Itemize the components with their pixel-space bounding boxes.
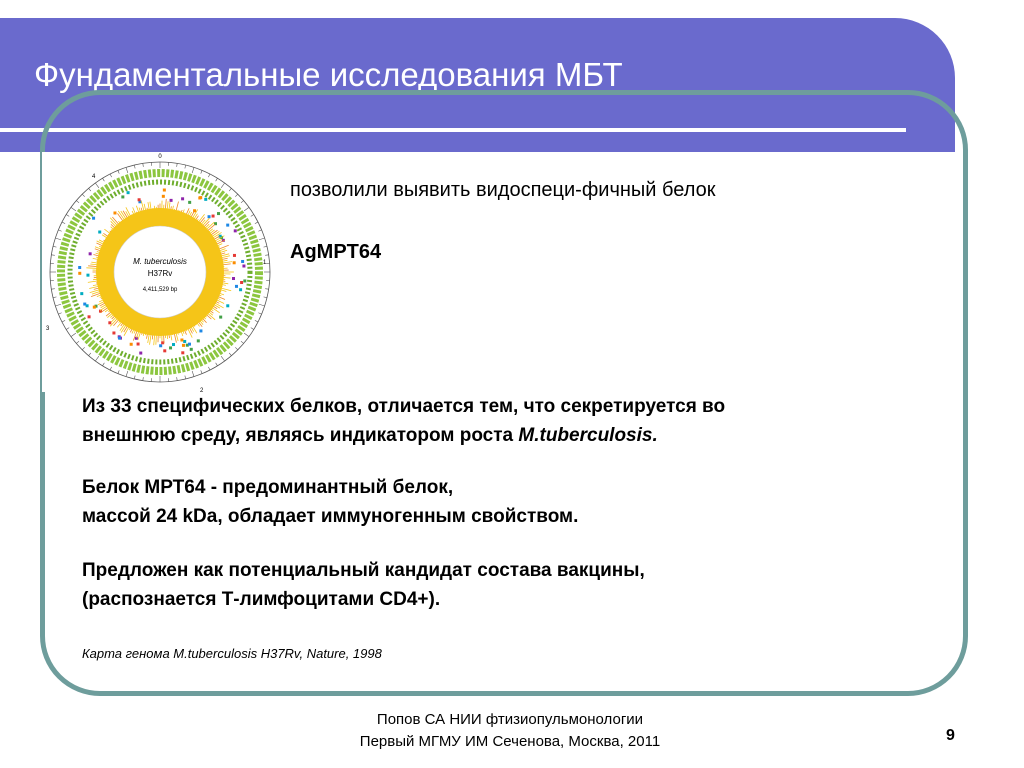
- genome-scale-tick: [66, 328, 69, 330]
- genome-scale-tick: [216, 363, 218, 366]
- genome-map-graphic: [42, 152, 280, 392]
- genome-feature-mark: [219, 316, 222, 319]
- genome-scale-tick: [118, 170, 119, 173]
- genome-scale-tick: [208, 367, 210, 370]
- genome-scale-tick: [185, 376, 186, 379]
- genome-feature-mark: [183, 340, 186, 343]
- paragraph-secretion-line2-text: внешнюю среду, являясь индикатором роста: [82, 425, 519, 446]
- genome-scale-tick: [53, 246, 56, 247]
- paragraph-protein-line2: массой 24 kDa, обладает иммуногенным свойством.: [82, 506, 579, 527]
- genome-feature-mark: [93, 306, 96, 309]
- genome-scale-tick: [264, 246, 267, 247]
- genome-feature-mark: [80, 292, 83, 295]
- genome-scale-tick: [258, 230, 261, 231]
- genome-feature-mark: [204, 198, 207, 201]
- genome-scale-tick: [82, 347, 84, 349]
- genome-scale-tick: [143, 163, 144, 166]
- genome-feature-mark: [182, 344, 185, 347]
- genome-tick-1: 1: [263, 260, 267, 266]
- genome-feature-mark: [193, 209, 196, 212]
- genome-feature-mark: [121, 195, 124, 198]
- genome-scale-tick: [76, 201, 79, 203]
- genome-scale-tick: [71, 207, 76, 211]
- genome-scale-tick: [143, 377, 144, 380]
- genome-scale-tick: [62, 222, 65, 224]
- genome-feature-mark: [241, 260, 244, 263]
- genome-feature-mark: [240, 281, 243, 284]
- genome-scale-tick: [126, 167, 128, 173]
- genome-scale-tick: [76, 341, 79, 343]
- genome-scale-tick: [258, 313, 261, 314]
- genome-scale-tick: [51, 255, 54, 256]
- genome-scale-tick: [192, 371, 194, 377]
- genome-scale-tick: [58, 230, 61, 231]
- genome-tick-3: 3: [46, 326, 50, 332]
- genome-scale-tick: [71, 333, 76, 337]
- genome-feature-mark: [162, 195, 165, 198]
- genome-feature-mark: [208, 215, 211, 218]
- genome-scale-tick: [82, 194, 84, 196]
- genome-feature-mark: [159, 344, 162, 347]
- genome-feature-mark: [83, 303, 86, 306]
- genome-feature-mark: [243, 279, 246, 282]
- genome-scale-tick: [216, 178, 218, 181]
- genome-scale-tick: [110, 367, 112, 370]
- genome-feature-mark: [188, 201, 191, 204]
- genome-scale-tick: [192, 167, 194, 173]
- genome-feature-mark: [137, 343, 140, 346]
- genome-scale-tick: [255, 320, 258, 322]
- genome-feature-mark: [139, 352, 142, 355]
- genome-scale-tick: [259, 304, 265, 306]
- genome-feature-mark: [98, 231, 101, 234]
- genome-scale-tick: [58, 313, 61, 314]
- genome-scale-tick: [244, 333, 249, 337]
- paragraph-secretion-line2: [82, 421, 725, 450]
- genome-feature-mark: [163, 189, 166, 192]
- genome-feature-mark: [163, 349, 166, 352]
- genome-scale-tick: [208, 174, 210, 177]
- genome-feature-mark: [78, 266, 81, 269]
- genome-tick-2: 2: [200, 388, 204, 392]
- genome-feature-mark: [78, 272, 81, 275]
- genome-scale-tick: [255, 222, 258, 224]
- genome-scale-tick: [265, 289, 268, 290]
- genome-feature-mark: [89, 252, 92, 255]
- paragraph-secretion: [82, 392, 725, 450]
- genome-scale-tick: [55, 238, 61, 240]
- genome-scale-tick: [66, 215, 69, 217]
- genome-feature-mark: [112, 331, 115, 334]
- genome-feature-mark: [232, 277, 235, 280]
- genome-feature-mark: [235, 285, 238, 288]
- genome-scale-tick: [244, 207, 249, 211]
- genome-scale-tick: [134, 165, 135, 168]
- genome-feature-mark: [172, 343, 175, 346]
- genome-scale-tick: [241, 341, 244, 343]
- genome-feature-mark: [190, 348, 193, 351]
- genome-scale-tick: [134, 376, 135, 379]
- genome-feature-mark: [113, 211, 116, 214]
- genome-scale-tick: [265, 255, 268, 256]
- genome-scale-tick: [235, 347, 237, 349]
- paragraph-vaccine: [82, 556, 645, 614]
- genome-scale-tick: [221, 356, 225, 361]
- genome-scale-tick: [51, 289, 54, 290]
- genome-scale-tick: [89, 353, 91, 356]
- genome-feature-mark: [239, 288, 242, 291]
- genome-feature-mark: [108, 321, 111, 324]
- genome-feature-mark: [212, 215, 215, 218]
- protein-name: AgMPT64: [290, 241, 382, 263]
- genome-feature-mark: [217, 212, 220, 215]
- genome-feature-mark: [169, 346, 172, 349]
- genome-scale-tick: [201, 370, 202, 373]
- genome-tick-0: 0: [158, 154, 162, 160]
- genome-scale-tick: [53, 297, 56, 298]
- genome-feature-mark: [234, 229, 237, 232]
- genome-feature-mark: [188, 343, 191, 346]
- genome-feature-mark: [242, 265, 245, 268]
- genome-scale-tick: [55, 304, 61, 306]
- genome-feature-mark: [226, 304, 229, 307]
- genome-feature-mark: [127, 191, 130, 194]
- genome-scale-tick: [177, 163, 178, 166]
- organism-name: M.tuberculosis.: [518, 425, 658, 446]
- genome-feature-mark: [92, 217, 95, 220]
- genome-map-image: [42, 152, 280, 392]
- genome-feature-mark: [233, 261, 236, 264]
- genome-scale-tick: [251, 328, 254, 330]
- footer: [300, 709, 720, 753]
- intro-text: позволили выявить видоспеци-фичный белок: [290, 179, 716, 201]
- genome-scale-tick: [229, 188, 231, 191]
- paragraph-vaccine-line2: (распознается Т-лимфоцитами CD4+).: [82, 589, 441, 610]
- genome-scale-tick: [201, 170, 202, 173]
- genome-scale-tick: [62, 320, 65, 322]
- genome-scale-tick: [229, 353, 231, 356]
- genome-scale-tick: [89, 188, 91, 191]
- genome-scale-tick: [241, 201, 244, 203]
- genome-feature-mark: [138, 198, 141, 201]
- genome-feature-mark: [181, 197, 184, 200]
- genome-scale-tick: [264, 297, 267, 298]
- footer-line1: Попов СА НИИ фтизиопульмонологии: [376, 711, 644, 728]
- genome-scale-tick: [95, 183, 99, 188]
- page-number: 9: [946, 727, 955, 744]
- genome-scale-tick: [118, 370, 119, 373]
- genome-scale-tick: [221, 183, 225, 188]
- genome-feature-mark: [118, 337, 121, 340]
- genome-feature-mark: [86, 274, 89, 277]
- image-caption: Карта генома M.tuberculosis H37Rv, Nature, 1998: [82, 646, 382, 661]
- genome-feature-mark: [181, 351, 184, 354]
- genome-feature-mark: [170, 199, 173, 202]
- genome-scale-tick: [251, 215, 254, 217]
- genome-scale-tick: [185, 165, 186, 168]
- genome-scale-tick: [103, 178, 105, 181]
- genome-scale-tick: [95, 356, 99, 361]
- genome-scale-tick: [126, 371, 128, 377]
- genome-tick-4: 4: [92, 174, 96, 180]
- genome-feature-mark: [130, 343, 133, 346]
- genome-feature-mark: [233, 254, 236, 257]
- footer-line2: Первый МГМУ ИМ Сеченова, Москва, 2011: [359, 733, 661, 750]
- genome-scale-tick: [235, 194, 237, 196]
- slide-title: Фундаментальные исследования МБТ: [34, 56, 623, 93]
- paragraph-vaccine-line1: Предложен как потенциальный кандидат состава вакцины,: [82, 560, 645, 581]
- genome-feature-mark: [199, 196, 202, 199]
- paragraph-protein: [82, 473, 578, 531]
- genome-size: 4,411,529 bp: [142, 287, 178, 293]
- paragraph-protein-line1: Белок МРТ64 - предоминантный белок,: [82, 477, 454, 498]
- genome-scale-tick: [177, 377, 178, 380]
- genome-feature-mark: [180, 338, 183, 341]
- genome-scale-tick: [259, 238, 265, 240]
- genome-feature-mark: [88, 315, 91, 318]
- genome-feature-mark: [199, 329, 202, 332]
- genome-feature-mark: [197, 339, 200, 342]
- genome-organism: M. tuberculosis: [133, 257, 187, 266]
- genome-scale-tick: [110, 174, 112, 177]
- paragraph-secretion-line1: Из 33 специфических белков, отличается тем, что секретируется во: [82, 396, 726, 417]
- genome-scale-tick: [103, 363, 105, 366]
- genome-feature-mark: [226, 224, 229, 227]
- genome-strain: H37Rv: [147, 269, 173, 278]
